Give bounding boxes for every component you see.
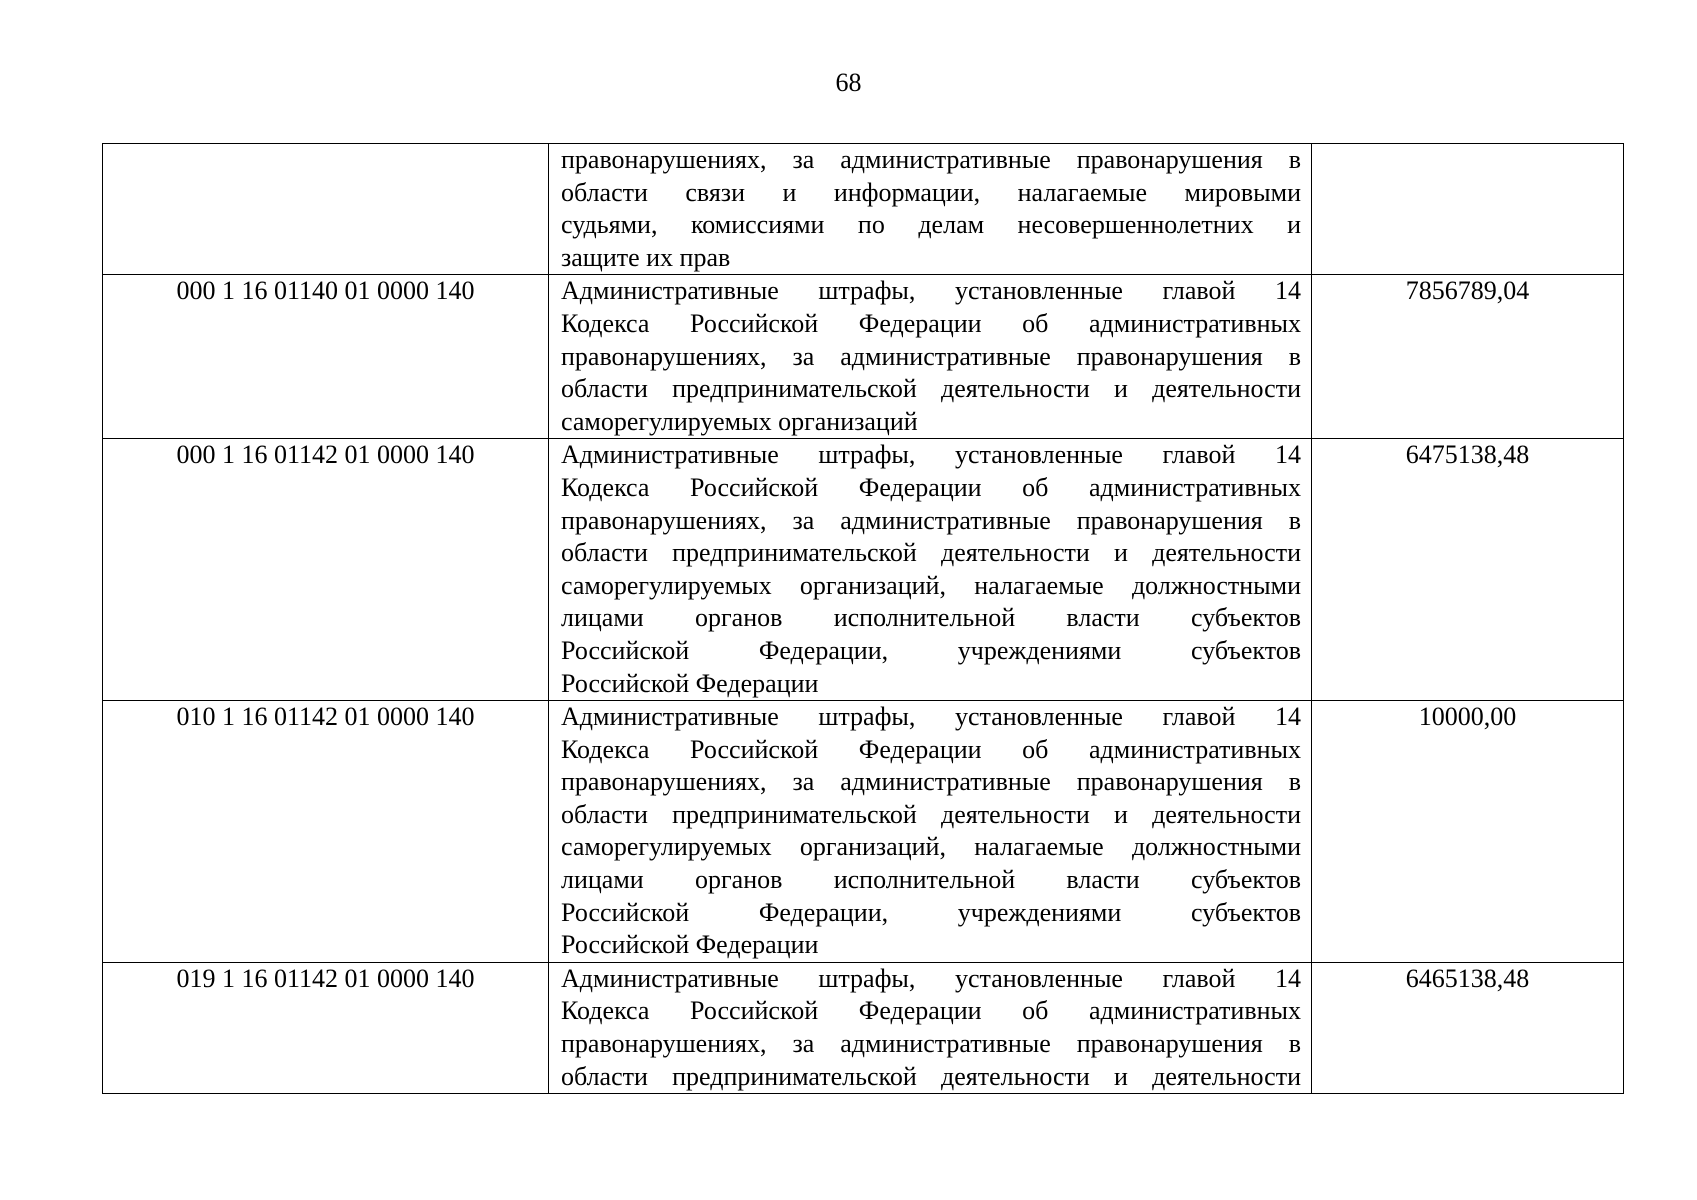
description-line: саморегулируемых организаций [561, 406, 918, 436]
description-line: судьями, комиссиями по делам несовершеннолетних и [561, 210, 1301, 240]
description-line: правонарушениях, за административные правонарушения в [561, 341, 1301, 371]
table-row [103, 962, 1624, 1093]
description-line: Административные штрафы, установленные главой 14 [561, 963, 1301, 993]
amount-cell: 6475138,48 [1312, 439, 1624, 701]
description-line: правонарушениях, за административные правонарушения в [561, 1029, 1301, 1059]
description-line: правонарушениях, за административные правонарушения в [561, 505, 1301, 535]
description-line: Российской Федерации, учреждениями субъектов [561, 897, 1301, 927]
classification-code-cell: 000 1 16 01142 01 0000 140 [103, 439, 549, 701]
description-cell [549, 144, 1312, 275]
description-line: области предпринимательской деятельности и деятельности [561, 374, 1301, 404]
description-line: правонарушениях, за административные правонарушения в [561, 767, 1301, 797]
description-line: области предпринимательской деятельности и деятельности [561, 538, 1301, 568]
description-cell [549, 701, 1312, 963]
description-line: области предпринимательской деятельности и деятельности [561, 799, 1301, 829]
description-line: саморегулируемых организаций, налагаемые должностными [561, 832, 1301, 862]
description-line: Административные штрафы, установленные главой 14 [561, 276, 1301, 306]
description-line: лицами органов исполнительной власти субъектов [561, 865, 1301, 895]
description-line: Кодекса Российской Федерации об административных [561, 734, 1301, 764]
page-number: 68 [835, 68, 862, 97]
description-line: Кодекса Российской Федерации об административных [561, 308, 1301, 338]
table-row [103, 275, 1624, 439]
classification-code-cell: 010 1 16 01142 01 0000 140 [103, 701, 549, 963]
description-line: Российской Федерации [561, 668, 819, 698]
description-line: Кодекса Российской Федерации об административных [561, 472, 1301, 502]
amount-cell: 10000,00 [1312, 701, 1624, 963]
description-line: Административные штрафы, установленные главой 14 [561, 440, 1301, 470]
description-line: Кодекса Российской Федерации об административных [561, 996, 1301, 1026]
description-line: области предпринимательской деятельности и деятельности [561, 1061, 1301, 1091]
description-line: лицами органов исполнительной власти субъектов [561, 603, 1301, 633]
description-cell [549, 962, 1312, 1093]
revenue-table [102, 143, 1624, 1094]
description-cell [549, 439, 1312, 701]
classification-code-cell: 019 1 16 01142 01 0000 140 [103, 962, 549, 1093]
description-line: правонарушениях, за административные правонарушения в [561, 145, 1301, 174]
classification-code-cell [103, 144, 549, 275]
amount-cell [1312, 144, 1624, 275]
description-cell [549, 275, 1312, 439]
description-line: Административные штрафы, установленные главой 14 [561, 702, 1301, 732]
description-line: защите их прав [561, 242, 731, 272]
table-row [103, 701, 1624, 963]
description-line: Российской Федерации [561, 930, 819, 960]
classification-code-cell: 000 1 16 01140 01 0000 140 [103, 275, 549, 439]
description-line: саморегулируемых организаций, налагаемые должностными [561, 570, 1301, 600]
description-line: области связи и информации, налагаемые мировыми [561, 177, 1301, 207]
description-line: Российской Федерации, учреждениями субъектов [561, 635, 1301, 665]
table-row [103, 144, 1624, 275]
amount-cell: 6465138,48 [1312, 962, 1624, 1093]
table-row [103, 439, 1624, 701]
amount-cell: 7856789,04 [1312, 275, 1624, 439]
